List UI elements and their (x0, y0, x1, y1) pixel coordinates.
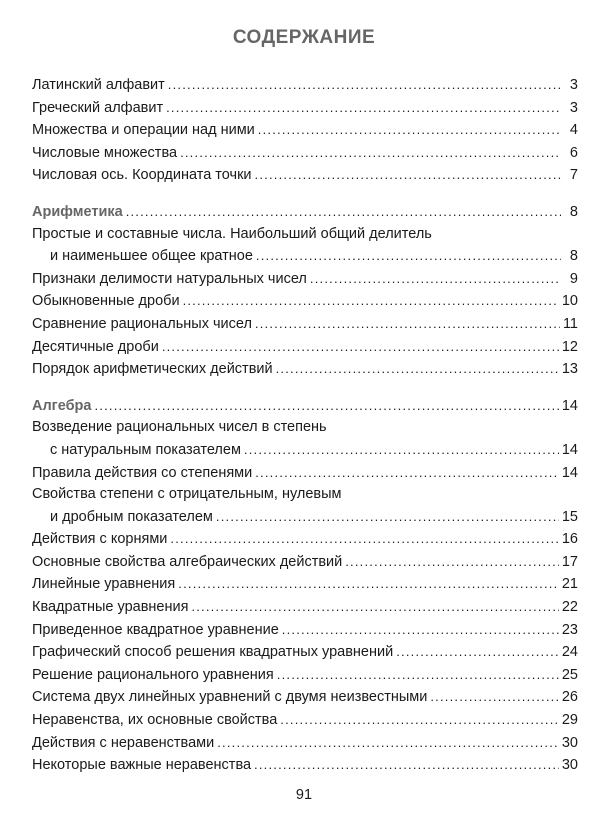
toc-entry-label: Действия с корнями (32, 531, 168, 548)
page-number: 91 (295, 787, 313, 803)
toc-entry[interactable] (32, 164, 578, 187)
toc-entry[interactable] (32, 119, 578, 142)
toc-entry-label: Десятичные дроби (32, 338, 159, 355)
toc-entry-label: Правила действия со степенями (32, 464, 253, 481)
dot-leader (254, 754, 559, 776)
dot-leader (191, 596, 558, 618)
dot-leader (178, 573, 559, 595)
toc-group-intro (32, 74, 578, 187)
toc-entry-page: 12 (561, 338, 578, 355)
toc-entry[interactable] (32, 754, 578, 777)
toc-entry-page: 30 (561, 734, 578, 751)
dot-leader (280, 709, 559, 731)
toc-entry[interactable] (32, 290, 578, 313)
page-title: СОДЕРЖАНИЕ (232, 27, 376, 48)
toc-entry-label: Основные свойства алгебраических действий (32, 553, 343, 570)
toc-entry[interactable] (32, 709, 578, 732)
dot-leader (282, 619, 559, 641)
dot-leader (183, 290, 559, 312)
toc-entry-page: 3 (569, 99, 578, 116)
toc-entry-label: Действия с неравенствами (32, 734, 215, 751)
toc-entry-page: 22 (561, 599, 578, 616)
toc-entry-page: 9 (569, 270, 578, 287)
toc-section-algebra[interactable] (32, 395, 578, 418)
dot-leader (126, 201, 561, 223)
toc-entry-page: 16 (561, 531, 578, 548)
dot-leader (256, 245, 561, 267)
dot-leader (277, 664, 559, 686)
dot-leader (255, 164, 561, 186)
dot-leader (216, 506, 559, 528)
toc-entry-label: Решение рационального уравнения (32, 666, 274, 683)
toc-entry-page: 7 (569, 167, 578, 184)
toc-section-page: 14 (561, 397, 578, 414)
toc-entry-page: 13 (561, 361, 578, 378)
toc-entry-label-continued: с натуральным показателем (50, 441, 241, 458)
toc-entry[interactable] (32, 97, 578, 120)
toc-section-label: Арифметика (32, 203, 123, 220)
dot-leader (430, 686, 559, 708)
toc-entry[interactable] (32, 313, 578, 336)
toc-entry-label: Обыкновенные дроби (32, 293, 180, 310)
toc-entry-label: Порядок арифметических действий (32, 361, 273, 378)
toc-entry[interactable] (32, 528, 578, 551)
toc-entry-label: Квадратные уравнения (32, 599, 189, 616)
toc-entry[interactable] (32, 268, 578, 291)
dot-leader (396, 641, 559, 663)
toc-entry-label: Возведение рациональных чисел в степень (32, 419, 327, 436)
toc-entry-page: 26 (561, 689, 578, 706)
toc-entry-page: 29 (561, 712, 578, 729)
dot-leader (180, 142, 561, 164)
toc-entry-page: 30 (561, 757, 578, 774)
dot-leader (217, 732, 559, 754)
toc-entry[interactable] (32, 462, 578, 485)
dot-leader (255, 313, 560, 335)
toc-section-label: Алгебра (32, 397, 92, 414)
toc-entry[interactable] (32, 596, 578, 619)
dot-leader (170, 528, 558, 550)
toc-group-algebra (32, 395, 578, 777)
dot-leader (258, 119, 561, 141)
toc-entry[interactable] (32, 74, 578, 97)
toc-entry[interactable] (32, 484, 578, 528)
toc-entry-page: 15 (561, 508, 578, 525)
toc-entry[interactable] (32, 224, 578, 268)
toc-entry-label: Числовая ось. Координата точки (32, 167, 252, 184)
toc-entry-page: 24 (561, 644, 578, 661)
toc-section-page: 8 (569, 203, 578, 220)
toc-entry-label-continued: и дробным показателем (50, 508, 213, 525)
toc-entry[interactable] (32, 358, 578, 381)
toc-entry-label-continued: и наименьшее общее кратное (50, 248, 253, 265)
toc-entry-label: Неравенства, их основные свойства (32, 712, 278, 729)
toc-entry-page: 8 (569, 248, 578, 265)
toc-entry[interactable] (32, 551, 578, 574)
toc-entry[interactable] (32, 336, 578, 359)
toc-entry-page: 23 (561, 621, 578, 638)
dot-leader (94, 395, 558, 417)
toc-entry[interactable] (32, 732, 578, 755)
toc-entry-label: Некоторые важные неравенства (32, 757, 252, 774)
toc-entry-label: Свойства степени с отрицательным, нулевым (32, 486, 342, 503)
dot-leader (168, 74, 561, 96)
toc-entry-label: Числовые множества (32, 144, 178, 161)
toc-entry-page: 14 (561, 441, 578, 458)
toc-entry[interactable] (32, 686, 578, 709)
dot-leader (310, 268, 561, 290)
dot-leader (276, 358, 559, 380)
toc-entry-page: 6 (569, 144, 578, 161)
toc-entry[interactable] (32, 641, 578, 664)
toc-entry-label: Признаки делимости натуральных чисел (32, 270, 307, 287)
toc-entry-page: 11 (562, 315, 578, 332)
toc-entry-page: 25 (561, 666, 578, 683)
toc-entry-page: 10 (561, 293, 578, 310)
toc-entry[interactable] (32, 417, 578, 461)
toc-section-arithmetic[interactable] (32, 201, 578, 224)
toc-entry-label: Система двух линейных уравнений с двумя неизвестными (32, 689, 428, 706)
dot-leader (166, 97, 561, 119)
toc-entry-label: Приведенное квадратное уравнение (32, 621, 279, 638)
toc-entry[interactable] (32, 619, 578, 642)
toc-entry-label: Множества и операции над ними (32, 122, 255, 139)
toc-entry-page: 17 (561, 553, 578, 570)
toc-entry-page: 21 (561, 576, 578, 593)
toc-entry[interactable] (32, 142, 578, 165)
toc-entry-label: Латинский алфавит (32, 77, 165, 93)
toc-entry[interactable] (32, 573, 578, 596)
table-of-contents (32, 74, 578, 777)
dot-leader (345, 551, 559, 573)
toc-entry-label: Простые и составные числа. Наибольший общий делитель (32, 225, 432, 242)
toc-entry[interactable] (32, 664, 578, 687)
toc-entry-label: Греческий алфавит (32, 99, 164, 116)
toc-entry-label: Графический способ решения квадратных уравнений (32, 644, 394, 661)
dot-leader (244, 439, 559, 461)
dot-leader (255, 462, 559, 484)
dot-leader (162, 336, 559, 358)
toc-group-arithmetic (32, 201, 578, 381)
toc-entry-label: Сравнение рациональных чисел (32, 315, 252, 332)
toc-entry-page: 14 (561, 464, 578, 481)
toc-entry-label: Линейные уравнения (32, 576, 176, 593)
toc-entry-page: 3 (569, 77, 578, 93)
toc-entry-page: 4 (569, 122, 578, 139)
